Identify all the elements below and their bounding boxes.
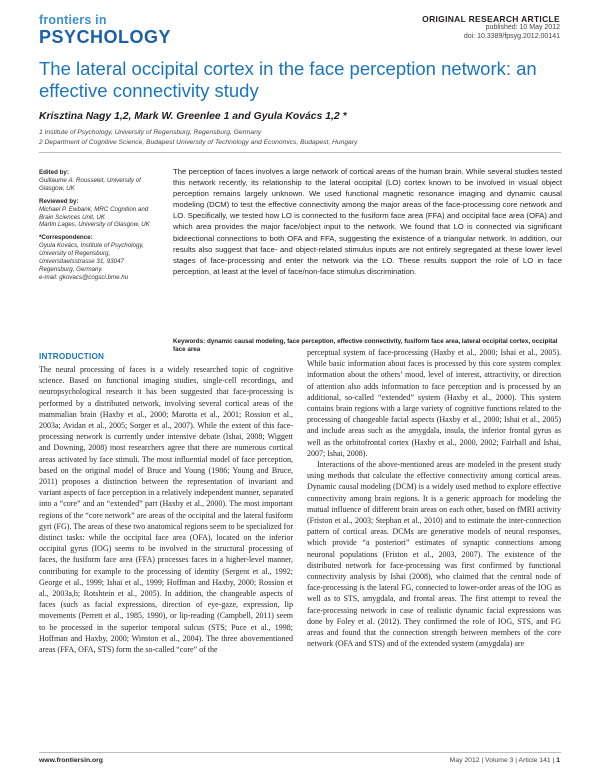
correspondence-label: *Correspondence: <box>39 234 93 242</box>
keywords: Keywords: dynamic causal modeling, face perception, effective connectivity, fusiform face area, lateral occipital cortex, occipital face area <box>173 338 558 354</box>
article-type: ORIGINAL RESEARCH ARTICLE <box>422 14 560 24</box>
article-meta <box>422 14 560 41</box>
edited-by: Guillaume A. Rousselet, University of Glasgow, UK <box>39 176 141 192</box>
logo-line-2: PSYCHOLOGY <box>39 26 172 47</box>
paper-title: The lateral occipital cortex in the face perception network: an effective connectivity study <box>39 58 537 101</box>
reviewed-by: Michael P. Ewbank, MRC Cognition and Brain Sciences Unit, UK Martin Lages, University of Glasgow, UK <box>39 205 150 229</box>
journal-logo <box>39 14 171 46</box>
logo-line-1: frontiers in <box>39 13 107 27</box>
section-heading-introduction: INTRODUCTION <box>39 352 105 361</box>
body-paragraph: Interactions of the above-mentioned areas are modeled in the present study using methods that calculate the effective connectivity among cortical areas. Dynamic causal modeling (DCM) is a widely used method to explore effective connectivity among brain regions. It is a generic approach for modeling the mutual influence of different brain areas on each other, based on fMRI activity (Friston et al., 2003; Stephan et al., 2010) and to estimate the inter-connection pattern of cortical areas. DCMs are generative models of neural responses, which provide “a posteriori” estimates of synaptic connections among neuronal populations (Friston et al., 2003, 2007). The existence of the distributed network for face-processing was first confirmed by functional connectivity analysis by Ishai (2008), who claimed that the central node of face-processing is the lateral FG, connected to lower-order areas of the IOG as well as to STS, amygdala, and frontal areas. The first attempt to reveal the face-processing network in case of realistic dynamic facial expressions was done by Foley et al. (2012). They confirmed the role of IOG, STS, and FG areas and found that the connection strength between members of the core network (OFA and STS) and of the extended system (amygdala) are <box>307 460 561 649</box>
published-date: published: 10 May 2012 <box>485 24 560 31</box>
body-column-right <box>307 347 561 649</box>
abstract: The perception of faces involves a large network of cortical areas of the human brain. While several studies tested this network recently, its relationship to the lateral occipital (LO) cortex known to be involved in visual object perception remains largely unknown. We used functional magnetic resonance imaging and dynamic causal modeling (DCM) to test the effective connectivity among the major areas of the face-processing core network and LO. Specifically, we tested how LO is connected to the fusiform face area (FFA) and occipital face area (OFA) and which area provides the major face/object input to the network. We found that LO is connected via significant bidirectional connections to both OFA and FFA, suggesting the existence of a triangular network. In addition, our results also suggest that face- and object-related stimulus inputs are not entirely segregated at these lower level stages of face-processing and enter the network via the LO. These results support the role of LO in face perception, at least at the level of face/non-face stimulus discrimination. <box>173 167 562 276</box>
doi: doi: 10.3389/fpsyg.2012.00141 <box>463 32 560 40</box>
body-paragraph: The neural processing of faces is a widely researched topic of cognitive science. Based on functional imaging studies, single-cell recordings, and neuropsychological research it has been suggested that face-processing is performed by a distributed network, involving several cortical areas of the mammalian brain (Haxby et al., 2000; Marotta et al., 2001; Rossion et al., 2003a; Avidan et al., 2005; Sorger et al., 2007). While the extent of this face-processing network is currently under intensive debate (Ishai, 2008; Wiggett and Downing, 2008) most researchers agree that there are numerous cortical areas activated by face stimuli. The most influential model of face perception, based on the original model of Bruce and Young (1986; Young and Bruce, 2011) proposes a distinction between the representation of invariant and variant aspects of face perception in a relatively independent manner, separated into a “core” and an “extended” part (Haxby et al., 2000). The most important regions of the “core network” are areas of the occipital and the lateral fusiform gyri (FG). The areas of these two anatomical regions seem to be specialized for distinct tasks: while the occipital face area (OFA), located on the inferior occipital gyrus (IOG) seems to be involved in the structural processing of faces, the fusiform face area (FFA) processes faces in a higher-level manner, contributing for example to the processing of identity (Sergent et al., 1992; George et al., 1999; Ishai et al., 1999; Hoffman and Haxby, 2000; Rossion et al., 2003a,b; Rotshtein et al., 2005). In addition, the changeable aspects of faces (such as facial expressions, direction of eye-gaze, expression, lip movements (Perrett et al., 1985, 1990), or lip-reading (Campbell, 2011) seem to be processed in the superior temporal sulcus (STS; Puce et al., 1998; Hoffman and Haxby, 2000; Winston et al., 2004). The three abovementioned areas (FFA, OFA, STS) form the so-called “core” of the <box>39 365 294 655</box>
edited-by-label: Edited by: <box>39 169 69 176</box>
affiliation-1: 1 Institute of Psychology, University of Regensburg, Regensburg, Germany <box>39 129 262 136</box>
header-divider <box>39 152 561 153</box>
footer-info <box>450 757 560 764</box>
footer-divider <box>39 752 561 753</box>
reviewed-by-label: Reviewed by: <box>39 197 79 205</box>
page-number: 1 <box>556 757 560 764</box>
affiliation-2: 2 Department of Cognitive Science, Budapest University of Technology and Economics, Budapest, Hungary <box>39 139 358 146</box>
editorial-sidebar <box>39 166 161 282</box>
issue-info: May 2012 | Volume 3 | Article 141 | <box>449 757 557 764</box>
correspondence: Gyula Kovács, Institute of Psychology, University of Regensburg, Universitaetsstrasse 31, 93047 Regensburg, Germany. e-mail: gkovacs@cogsci.bme.hu <box>39 242 144 281</box>
body-column-left <box>39 364 293 655</box>
journal-website: www.frontiersin.org <box>39 757 103 764</box>
authors: Krisztina Nagy 1,2, Mark W. Greenlee 1 and Gyula Kovács 1,2 * <box>39 111 347 122</box>
body-paragraph: perceptual system of face-processing (Haxby et al., 2000; Ishai et al., 2005). While basic information about faces is processed by this core system complex information about the others’ mood, level of interest, attractivity, or direction of attention also adds information to face perception and is processed by an additional, so-called “extended” system (Haxby et al., 2000). This system contains brain regions with a large variety of cognitive functions related to the processing of changeable facial aspects (Haxby et al., 2000; Ishai et al., 2005) and include areas such as the amygdala, insula, the inferior frontal gyrus as well as the orbitofrontal cortex (Haxby et al., 2000, 2002; Fairhall and Ishai, 2007; Ishai, 2008). <box>307 348 561 458</box>
